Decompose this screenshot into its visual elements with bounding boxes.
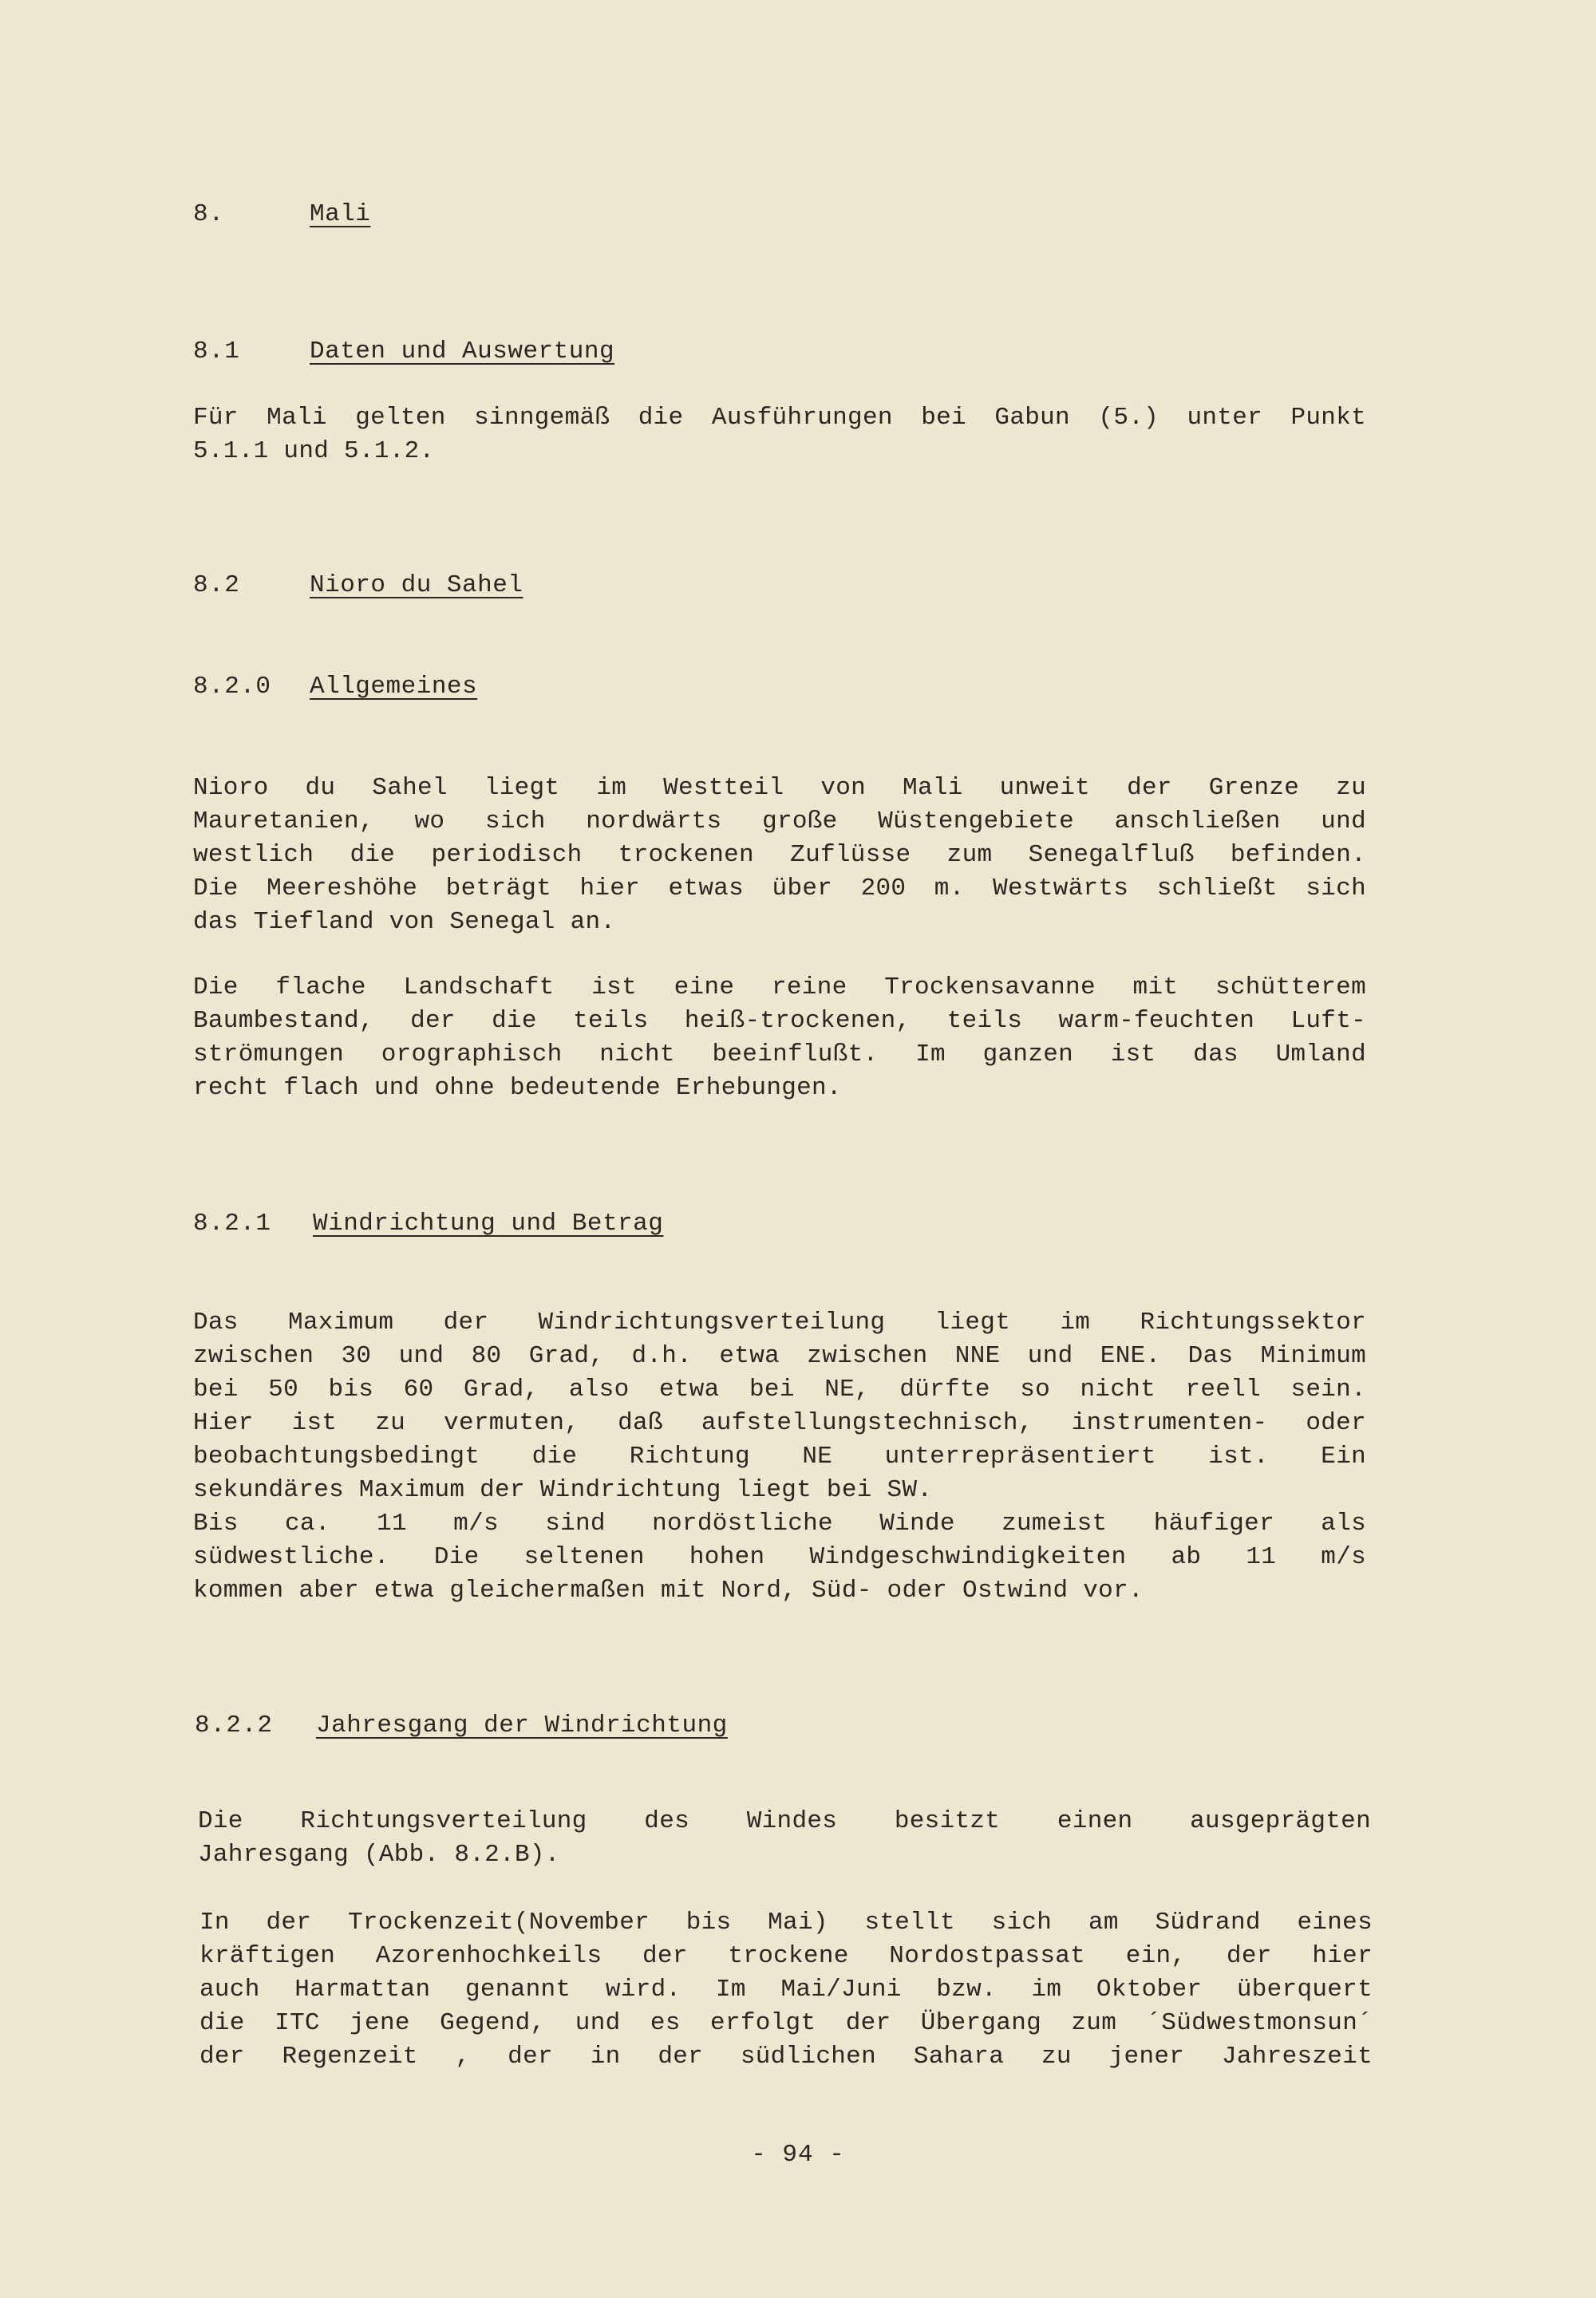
- text-line: auch Harmattan genannt wird. Im Mai/Juni bzw. im Oktober überquert: [200, 1976, 1373, 2004]
- text-line: das Tiefland von Senegal an.: [193, 908, 616, 936]
- text-line: westlich die periodisch trockenen Zuflüsse zum Senegalfluß befinden.: [193, 841, 1366, 869]
- text-line: kommen aber etwa gleichermaßen mit Nord, Süd- oder Ostwind vor.: [193, 1577, 1144, 1605]
- section-8-2-0-paragraph-2: [193, 971, 1366, 1105]
- text-line: Hier ist zu vermuten, daß aufstellungstechnisch, instrumenten- oder: [193, 1409, 1366, 1437]
- section-8-2-2-title: Jahresgang der Windrichtung: [316, 1712, 728, 1739]
- text-line: Baumbestand, der die teils heiß-trockenen, teils warm-feuchten Luft-: [193, 1007, 1366, 1035]
- section-8-2-1-number: 8.2.1: [193, 1210, 272, 1238]
- text-line: Bis ca. 11 m/s sind nordöstliche Winde zumeist häufiger als: [193, 1510, 1366, 1538]
- text-line: zwischen 30 und 80 Grad, d.h. etwa zwischen NNE und ENE. Das Minimum: [193, 1342, 1366, 1370]
- text-line: Mauretanien, wo sich nordwärts große Wüstengebiete anschließen und: [193, 807, 1366, 835]
- text-line: Jahresgang (Abb. 8.2.B).: [198, 1841, 560, 1869]
- section-8-2-0-title: Allgemeines: [310, 673, 478, 701]
- section-8-2-0-number: 8.2.0: [193, 673, 272, 701]
- section-8-1-paragraph: [193, 401, 1366, 468]
- text-line: die ITC jene Gegend, und es erfolgt der Übergang zum ´Südwestmonsun´: [200, 2009, 1373, 2037]
- text-line: recht flach und ohne bedeutende Erhebungen.: [193, 1074, 842, 1102]
- text-line: In der Trockenzeit(November bis Mai) stellt sich am Südrand eines: [200, 1909, 1373, 1937]
- text-line: sekundäres Maximum der Windrichtung liegt bei SW.: [193, 1476, 933, 1504]
- chapter-title: Mali: [310, 200, 371, 228]
- text-line: Das Maximum der Windrichtungsverteilung liegt im Richtungssektor: [193, 1309, 1366, 1337]
- section-8-2-number: 8.2: [193, 571, 240, 599]
- text-line: südwestliche. Die seltenen hohen Windgeschwindigkeiten ab 11 m/s: [193, 1543, 1366, 1571]
- text-line: beobachtungsbedingt die Richtung NE unterrepräsentiert ist. Ein: [193, 1443, 1366, 1471]
- section-8-2-2-number: 8.2.2: [195, 1712, 274, 1739]
- text-line: kräftigen Azorenhochkeils der trockene Nordostpassat ein, der hier: [200, 1942, 1373, 1970]
- text-line: Für Mali gelten sinngemäß die Ausführungen bei Gabun (5.) unter Punkt: [193, 404, 1366, 432]
- section-8-1-title: Daten und Auswertung: [310, 338, 615, 365]
- text-line: Nioro du Sahel liegt im Westteil von Mali unweit der Grenze zu: [193, 774, 1366, 802]
- section-8-2-2-paragraph-2: [200, 1906, 1373, 2074]
- section-8-1-number: 8.1: [193, 338, 240, 365]
- page-number: - 94 -: [751, 2141, 845, 2169]
- text-line: der Regenzeit , der in der südlichen Sahara zu jener Jahreszeit: [200, 2043, 1373, 2071]
- text-line: Die Meereshöhe beträgt hier etwas über 200 m. Westwärts schließt sich: [193, 875, 1366, 902]
- text-line: bei 50 bis 60 Grad, also etwa bei NE, dürfte so nicht reell sein.: [193, 1376, 1366, 1404]
- section-8-2-title: Nioro du Sahel: [310, 571, 523, 599]
- text-line: Die flache Landschaft ist eine reine Trockensavanne mit schütterem: [193, 973, 1366, 1001]
- chapter-number: 8.: [193, 200, 225, 228]
- text-line: Die Richtungsverteilung des Windes besitzt einen ausgeprägten: [198, 1807, 1371, 1835]
- text-line: strömungen orographisch nicht beeinflußt. Im ganzen ist das Umland: [193, 1040, 1366, 1068]
- section-8-2-0-paragraph-1: [193, 772, 1366, 939]
- section-8-2-1-title: Windrichtung und Betrag: [313, 1210, 664, 1238]
- text-line: 5.1.1 und 5.1.2.: [193, 437, 435, 465]
- section-8-2-2-paragraph-1: [198, 1805, 1371, 1872]
- section-8-2-1-paragraph: [193, 1306, 1366, 1608]
